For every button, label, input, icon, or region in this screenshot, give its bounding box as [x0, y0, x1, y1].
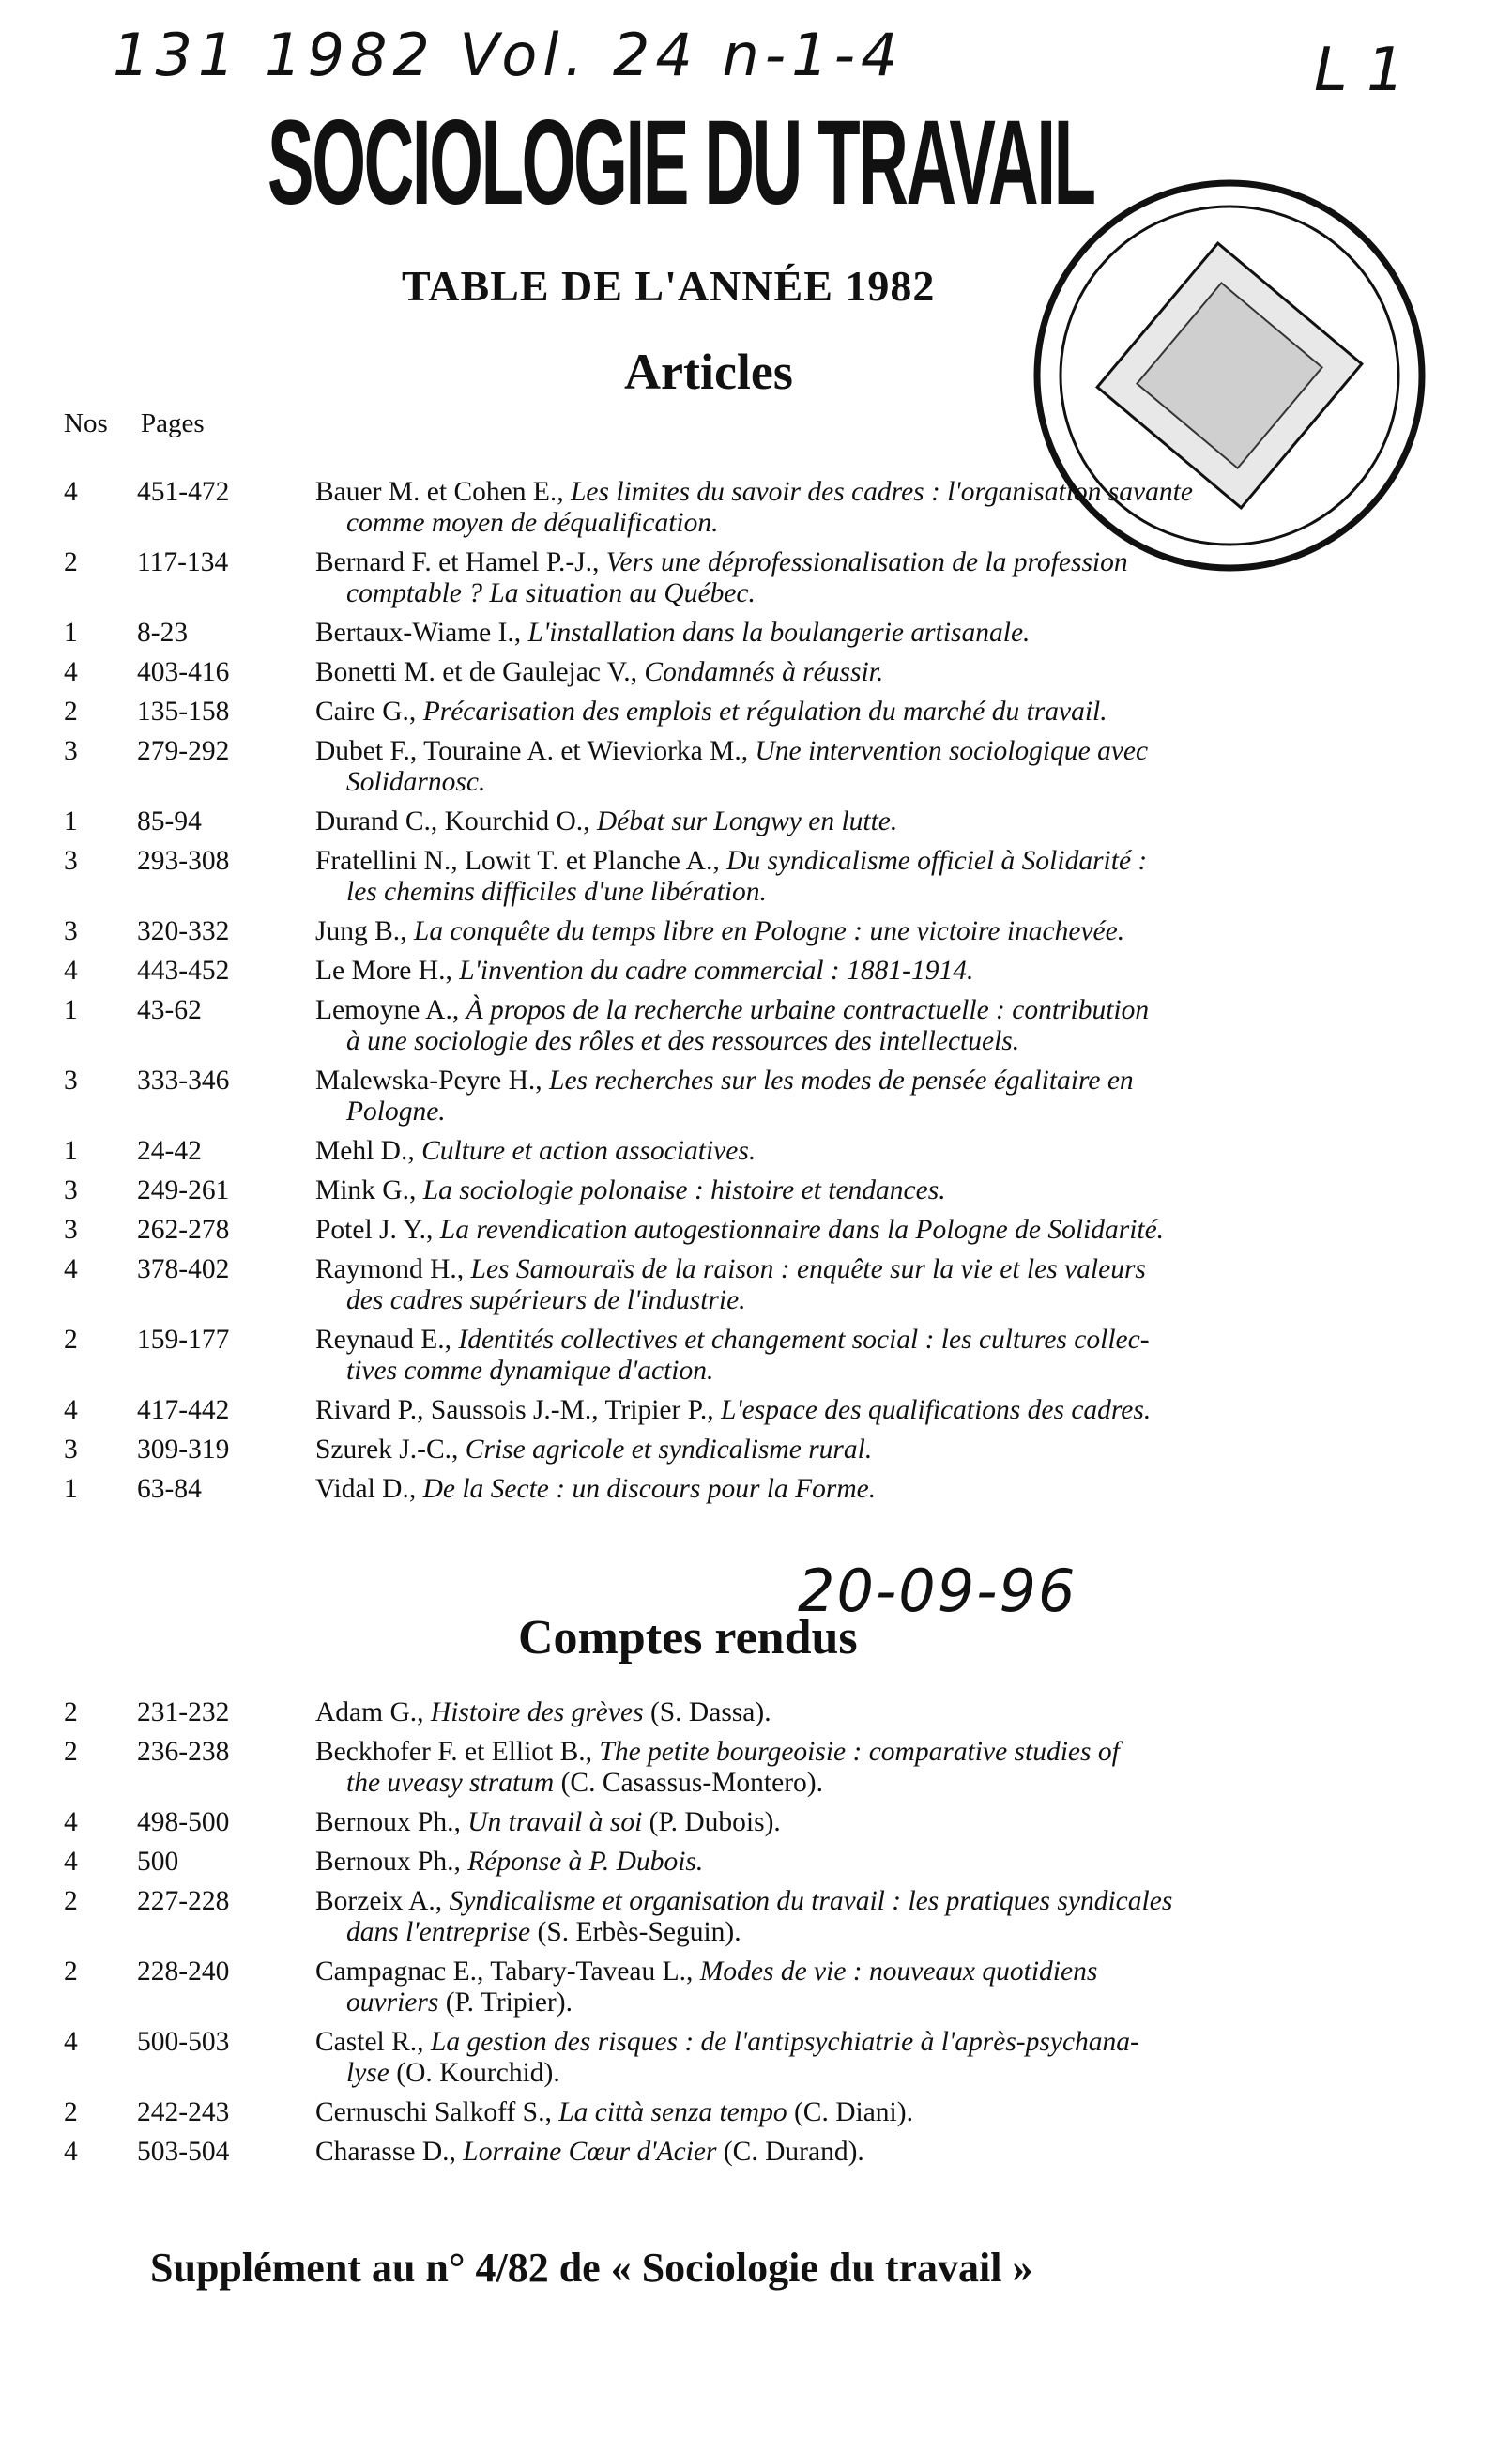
- issue-number: 4: [64, 1395, 78, 1425]
- page-range: 451-472: [137, 477, 230, 507]
- page-range: 159-177: [137, 1325, 230, 1355]
- article-title: Débat sur Longwy en lutte.: [596, 806, 898, 836]
- page-range: 443-452: [137, 956, 230, 986]
- issue-number: 3: [64, 916, 78, 946]
- page-range: 117-134: [137, 547, 229, 577]
- page-range: 249-261: [137, 1175, 230, 1205]
- articles-list: [0, 477, 1512, 1513]
- reviewer: (C. Durand).: [716, 2137, 864, 2167]
- review-title-continuation: dans l'entreprise: [346, 1917, 531, 1947]
- column-header-pages: Pages: [141, 408, 205, 438]
- article-entry: [0, 618, 1512, 649]
- article-entry: [0, 1395, 1512, 1426]
- review-title-continuation: ouvriers: [346, 1987, 439, 2018]
- page-range: 500-503: [137, 2027, 230, 2057]
- articles-heading: Articles: [624, 344, 793, 400]
- reviewer: (P. Tripier).: [438, 1987, 573, 2018]
- issue-number: 1: [64, 995, 78, 1025]
- article-citation: [315, 956, 1376, 987]
- page-range: 378-402: [137, 1254, 230, 1284]
- article-entry: [0, 736, 1512, 798]
- review-entry: [0, 1847, 1512, 1878]
- reviewer: (O. Kourchid).: [389, 2058, 560, 2088]
- table-subtitle: TABLE DE L'ANNÉE 1982: [402, 262, 936, 310]
- article-citation: [315, 1435, 1376, 1465]
- page-range: 403-416: [137, 657, 230, 687]
- article-authors: Dubet F., Touraine A. et Wieviorka M.,: [315, 736, 756, 766]
- article-title: Les limites du savoir des cadres : l'organisation savante: [571, 477, 1193, 507]
- article-authors: Mink G.,: [315, 1175, 423, 1205]
- issue-number: 2: [64, 1697, 78, 1727]
- issue-number: 4: [64, 1807, 78, 1837]
- reviewer: (C. Casassus-Montero).: [554, 1768, 823, 1798]
- article-entry: [0, 1066, 1512, 1128]
- article-authors: Bauer M. et Cohen E.,: [315, 477, 571, 507]
- review-continuation: [315, 1917, 1376, 1948]
- article-citation: [315, 657, 1376, 688]
- article-title: Crise agricole et syndicalisme rural.: [465, 1435, 873, 1465]
- article-authors: Rivard P., Saussois J.-M., Tripier P.,: [315, 1395, 721, 1425]
- article-citation: [315, 1254, 1376, 1316]
- review-citation: [315, 1737, 1376, 1799]
- article-entry: [0, 995, 1512, 1057]
- article-entry: [0, 1136, 1512, 1167]
- page-range: 417-442: [137, 1395, 230, 1425]
- article-authors: Raymond H.,: [315, 1254, 471, 1284]
- review-citation: [315, 2027, 1376, 2089]
- article-citation: [315, 1395, 1376, 1426]
- article-citation: [315, 736, 1376, 798]
- article-title: Une intervention sociologique avec: [755, 736, 1149, 766]
- article-title-continuation: comme moyen de déqualification.: [346, 508, 719, 538]
- review-entry: [0, 1697, 1512, 1728]
- issue-number: 4: [64, 956, 78, 986]
- article-authors: Malewska-Peyre H.,: [315, 1066, 550, 1096]
- page-range: 24-42: [137, 1136, 202, 1166]
- article-citation: [315, 916, 1376, 947]
- issue-number: 1: [64, 1474, 78, 1504]
- reviewer: (S. Erbès-Seguin).: [530, 1917, 741, 1947]
- article-entry: [0, 806, 1512, 837]
- review-title: Syndicalisme et organisation du travail : les pratiques syndicales: [449, 1886, 1173, 1916]
- page-range: 85-94: [137, 806, 202, 836]
- issue-number: 3: [64, 736, 78, 766]
- review-title: La città senza tempo: [558, 2097, 787, 2127]
- article-title: Les recherches sur les modes de pensée égalitaire en: [549, 1066, 1134, 1096]
- review-citation: [315, 1697, 1376, 1728]
- review-entry: [0, 1956, 1512, 2018]
- review-title: Histoire des grèves: [430, 1697, 644, 1727]
- review-continuation: [315, 1987, 1376, 2018]
- article-title: De la Secte : un discours pour la Forme.: [422, 1474, 877, 1504]
- article-title: La sociologie polonaise : histoire et tendances.: [422, 1175, 946, 1205]
- review-title: Lorraine Cœur d'Acier: [463, 2137, 717, 2167]
- article-authors: Szurek J.-C.,: [315, 1435, 466, 1465]
- review-entry: [0, 1737, 1512, 1799]
- review-title: Modes de vie : nouveaux quotidiens: [699, 1956, 1098, 1987]
- review-citation: [315, 1807, 1376, 1838]
- review-entry: [0, 2027, 1512, 2089]
- issue-number: 1: [64, 618, 78, 648]
- reviews-list: [0, 1697, 1512, 2176]
- article-authors: Durand C., Kourchid O.,: [315, 806, 597, 836]
- article-entry: [0, 697, 1512, 728]
- review-title: Un travail à soi: [467, 1807, 643, 1837]
- review-citation: [315, 1886, 1376, 1948]
- page-range: 309-319: [137, 1435, 230, 1465]
- article-citation: [315, 995, 1376, 1057]
- article-title-continuation: à une sociologie des rôles et des ressources des intellectuels.: [346, 1026, 1020, 1056]
- article-citation: [315, 1136, 1376, 1167]
- article-entry: [0, 657, 1512, 688]
- review-continuation: [315, 1768, 1376, 1799]
- review-entry: [0, 2097, 1512, 2128]
- page-range: 43-62: [137, 995, 202, 1025]
- handwritten-reference-note: 131 1982 Vol. 24 n-1-4: [113, 21, 904, 89]
- article-authors: Lemoyne A.,: [315, 995, 466, 1025]
- article-authors: Bernard F. et Hamel P.-J.,: [315, 547, 606, 577]
- article-title-continuation: des cadres supérieurs de l'industrie.: [346, 1285, 746, 1315]
- review-citation: [315, 2097, 1376, 2128]
- article-entry: [0, 846, 1512, 908]
- review-authors: Castel R.,: [315, 2027, 431, 2057]
- review-authors: Cernuschi Salkoff S.,: [315, 2097, 559, 2127]
- article-authors: Reynaud E.,: [315, 1325, 459, 1355]
- page-range: 228-240: [137, 1956, 230, 1987]
- article-title: Vers une déprofessionalisation de la profession: [605, 547, 1128, 577]
- article-title: Les Samouraïs de la raison : enquête sur la vie et les valeurs: [470, 1254, 1146, 1284]
- review-authors: Campagnac E., Tabary-Taveau L.,: [315, 1956, 700, 1987]
- article-citation: [315, 477, 1376, 539]
- article-entry: [0, 1435, 1512, 1465]
- page-range: 135-158: [137, 697, 230, 727]
- issue-number: 2: [64, 1737, 78, 1767]
- issue-number: 4: [64, 1254, 78, 1284]
- article-citation: [315, 547, 1376, 609]
- supplement-footer: Supplément au n° 4/82 de « Sociologie du travail »: [150, 2245, 1033, 2291]
- page-range: 262-278: [137, 1215, 230, 1245]
- review-entry: [0, 1886, 1512, 1948]
- page-range: 498-500: [137, 1807, 230, 1837]
- issue-number: 1: [64, 1136, 78, 1166]
- article-title-continuation: les chemins difficiles d'une libération.: [346, 877, 767, 907]
- column-header-numbers: Nos: [64, 408, 108, 438]
- article-title: L'installation dans la boulangerie artisanale.: [527, 618, 1031, 648]
- review-citation: [315, 1956, 1376, 2018]
- issue-number: 2: [64, 1325, 78, 1355]
- article-title: Culture et action associatives.: [421, 1136, 756, 1166]
- article-authors: Jung B.,: [315, 916, 414, 946]
- article-authors: Le More H.,: [315, 956, 460, 986]
- review-entry: [0, 2137, 1512, 2168]
- article-entry: [0, 547, 1512, 609]
- review-title-continuation: the uveasy stratum: [346, 1768, 555, 1798]
- page-range: 320-332: [137, 916, 230, 946]
- review-citation: [315, 2137, 1376, 2168]
- article-title-continuation: comptable ? La situation au Québec.: [346, 578, 756, 608]
- reviews-heading: Comptes rendus: [518, 1611, 858, 1665]
- article-title: Du syndicalisme officiel à Solidarité :: [726, 846, 1148, 876]
- article-authors: Caire G.,: [315, 697, 423, 727]
- article-citation: [315, 1066, 1376, 1128]
- article-title-continuation: Pologne.: [346, 1097, 446, 1127]
- review-authors: Borzeix A.,: [315, 1886, 450, 1916]
- issue-number: 3: [64, 846, 78, 876]
- issue-number: 2: [64, 547, 78, 577]
- review-entry: [0, 1807, 1512, 1838]
- article-entry: [0, 1254, 1512, 1316]
- review-continuation: [315, 2058, 1376, 2089]
- article-entry: [0, 1325, 1512, 1387]
- issue-number: 4: [64, 2027, 78, 2057]
- article-citation: [315, 1175, 1376, 1206]
- issue-number: 3: [64, 1215, 78, 1245]
- review-authors: Charasse D.,: [315, 2137, 464, 2167]
- review-authors: Bernoux Ph.,: [315, 1847, 468, 1877]
- article-citation: [315, 697, 1376, 728]
- journal-title: SOCIOLOGIE DU TRAVAIL: [267, 96, 1094, 230]
- article-title-continuation: tives comme dynamique d'action.: [346, 1356, 714, 1386]
- review-authors: Beckhofer F. et Elliot B.,: [315, 1737, 600, 1767]
- article-title: L'espace des qualifications des cadres.: [720, 1395, 1152, 1425]
- issue-number: 2: [64, 1886, 78, 1916]
- article-entry: [0, 1175, 1512, 1206]
- review-citation: [315, 1847, 1376, 1878]
- page-range: 227-228: [137, 1886, 230, 1916]
- reviewer: (P. Dubois).: [642, 1807, 781, 1837]
- page-range: 293-308: [137, 846, 230, 876]
- issue-number: 3: [64, 1175, 78, 1205]
- article-citation: [315, 1215, 1376, 1246]
- article-authors: Bonetti M. et de Gaulejac V.,: [315, 657, 645, 687]
- page-range: 231-232: [137, 1697, 230, 1727]
- article-title: La revendication autogestionnaire dans la Pologne de Solidarité.: [439, 1215, 1165, 1245]
- issue-number: 2: [64, 697, 78, 727]
- issue-number: 4: [64, 477, 78, 507]
- issue-number: 4: [64, 657, 78, 687]
- handwritten-shelf-mark: L 1: [1314, 36, 1405, 105]
- received-date-stamp: 20-09-96: [798, 1557, 1077, 1625]
- article-title: Identités collectives et changement social : les cultures collec-: [458, 1325, 1150, 1355]
- article-citation: [315, 618, 1376, 649]
- page-range: 63-84: [137, 1474, 202, 1504]
- article-authors: Mehl D.,: [315, 1136, 422, 1166]
- article-citation: [315, 1474, 1376, 1505]
- page-range: 279-292: [137, 736, 230, 766]
- page-range: 242-243: [137, 2097, 230, 2127]
- article-entry: [0, 477, 1512, 539]
- article-authors: Bertaux-Wiame I.,: [315, 618, 528, 648]
- article-title: Condamnés à réussir.: [644, 657, 884, 687]
- review-title-continuation: lyse: [346, 2058, 389, 2088]
- page-range: 8-23: [137, 618, 189, 648]
- issue-number: 1: [64, 806, 78, 836]
- article-citation: [315, 1325, 1376, 1387]
- issue-number: 4: [64, 2137, 78, 2167]
- article-entry: [0, 1215, 1512, 1246]
- review-authors: Bernoux Ph.,: [315, 1807, 468, 1837]
- article-title: À propos de la recherche urbaine contractuelle : contribution: [466, 995, 1150, 1025]
- review-title: La gestion des risques : de l'antipsychiatrie à l'après-psychana-: [430, 2027, 1139, 2057]
- article-authors: Potel J. Y.,: [315, 1215, 440, 1245]
- issue-number: 3: [64, 1435, 78, 1465]
- article-title: La conquête du temps libre en Pologne : une victoire inachevée.: [413, 916, 1125, 946]
- issue-number: 3: [64, 1066, 78, 1096]
- issue-number: 2: [64, 2097, 78, 2127]
- article-title: Précarisation des emplois et régulation du marché du travail.: [422, 697, 1107, 727]
- issue-number: 4: [64, 1847, 78, 1877]
- article-entry: [0, 1474, 1512, 1505]
- page-range: 236-238: [137, 1737, 230, 1767]
- review-title: Réponse à P. Dubois.: [467, 1847, 704, 1877]
- article-title-continuation: Solidarnosc.: [346, 767, 486, 797]
- article-authors: Fratellini N., Lowit T. et Planche A.,: [315, 846, 727, 876]
- page-range: 333-346: [137, 1066, 230, 1096]
- issue-number: 2: [64, 1956, 78, 1987]
- article-citation: [315, 806, 1376, 837]
- article-entry: [0, 916, 1512, 947]
- review-authors: Adam G.,: [315, 1697, 431, 1727]
- review-title: The petite bourgeoisie : comparative studies of: [599, 1737, 1120, 1767]
- article-authors: Vidal D.,: [315, 1474, 423, 1504]
- reviewer: (S. Dassa).: [643, 1697, 771, 1727]
- reviewer: (C. Diani).: [787, 2097, 913, 2127]
- article-entry: [0, 956, 1512, 987]
- article-citation: [315, 846, 1376, 908]
- page-range: 500: [137, 1847, 179, 1877]
- page-range: 503-504: [137, 2137, 230, 2167]
- article-title: L'invention du cadre commercial : 1881-1914.: [459, 956, 974, 986]
